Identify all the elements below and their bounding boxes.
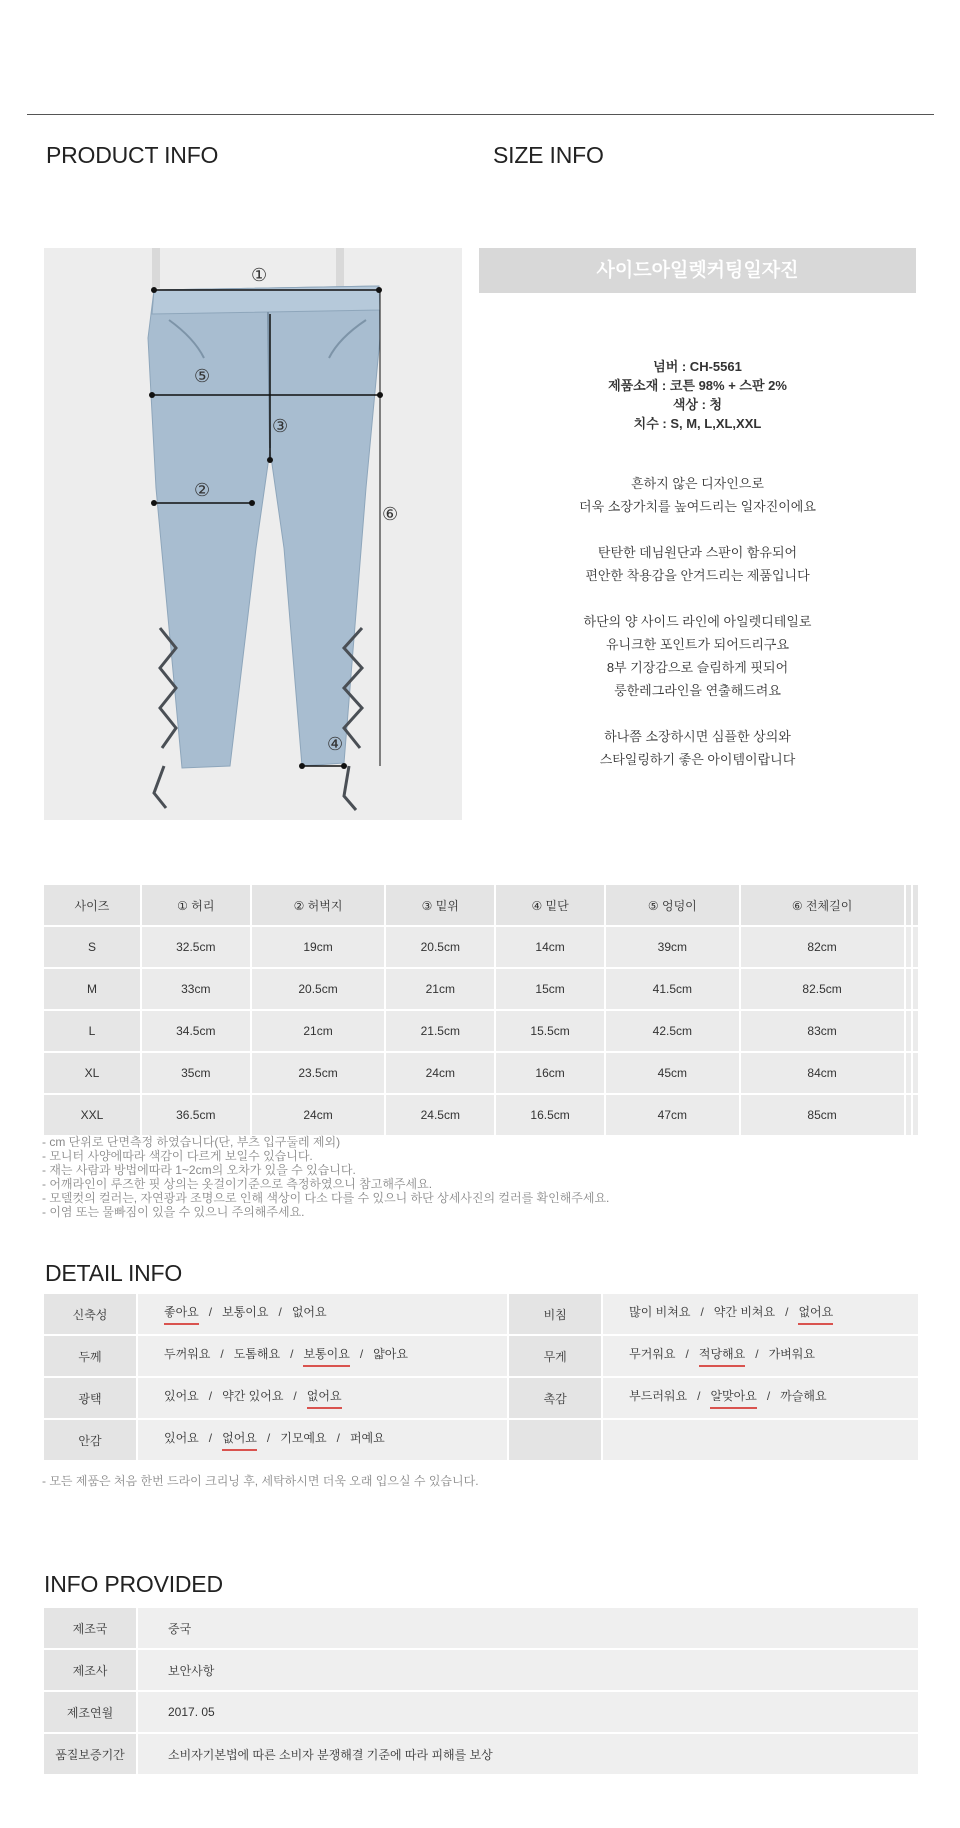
info-key: 제조사	[44, 1650, 136, 1690]
detail-option-selected: 보통이요	[303, 1345, 349, 1367]
size-label: XL	[44, 1053, 140, 1093]
detail-value	[138, 1378, 507, 1418]
size-label: M	[44, 969, 140, 1009]
table-row	[44, 1294, 918, 1334]
size-cell	[906, 1095, 911, 1135]
option-separator: /	[359, 1347, 364, 1361]
size-header-cell: ⑥ 전체길이	[741, 885, 904, 925]
detail-option: 가벼워요	[768, 1347, 815, 1361]
size-cell: 83cm	[741, 1011, 904, 1051]
info-provided-table	[42, 1606, 920, 1776]
description-line: 하나쯤 소장하시면 심플한 상의와	[604, 729, 791, 744]
option-separator: /	[697, 1389, 701, 1403]
product-image	[44, 248, 462, 820]
option-separator: /	[766, 1389, 771, 1403]
detail-value	[138, 1420, 507, 1460]
size-info-heading: SIZE INFO	[493, 142, 604, 168]
detail-value	[603, 1378, 918, 1418]
detail-option: 얇아요	[373, 1347, 408, 1361]
detail-option: 기모예요	[280, 1431, 327, 1445]
marker-1: ①	[251, 265, 268, 285]
detail-option-selected: 알맞아요	[710, 1387, 756, 1409]
size-label: S	[44, 927, 140, 967]
table-row	[44, 1608, 918, 1648]
description-line: 편안한 착용감을 안겨드리는 제품입니다	[585, 568, 810, 583]
option-separator: /	[685, 1347, 689, 1361]
detail-option-selected: 적당해요	[699, 1345, 745, 1367]
detail-option-selected: 없어요	[798, 1303, 833, 1325]
size-cell: 45cm	[606, 1053, 739, 1093]
size-cell: 41.5cm	[606, 969, 739, 1009]
detail-option: 있어요	[164, 1389, 199, 1403]
detail-option-selected: 없어요	[222, 1429, 257, 1451]
product-name-bar: 사이드아일렛커팅일자진	[479, 248, 916, 293]
spec-color: 색상 : 청	[672, 397, 723, 412]
info-provided-heading: INFO PROVIDED	[44, 1571, 223, 1597]
size-cell: 42.5cm	[606, 1011, 739, 1051]
option-separator: /	[278, 1305, 282, 1319]
detail-option-selected: 좋아요	[164, 1303, 199, 1325]
size-header-cell: ① 허리	[142, 885, 250, 925]
size-cell: 23.5cm	[252, 1053, 385, 1093]
detail-info-heading: DETAIL INFO	[45, 1260, 183, 1286]
detail-option: 약간 비쳐요	[713, 1305, 776, 1319]
option-separator: /	[293, 1389, 297, 1403]
note-line: - 모델컷의 컬러는, 자연광과 조명으로 인해 색상이 다소 다를 수 있으니 하단 상세사진의 컬러를 확인해주세요.	[42, 1191, 610, 1205]
size-cell	[906, 1053, 911, 1093]
table-row	[44, 1692, 918, 1732]
detail-key: 비침	[509, 1294, 601, 1334]
table-row	[44, 969, 918, 1009]
size-cell: 24cm	[386, 1053, 494, 1093]
option-separator: /	[755, 1347, 759, 1361]
marker-4: ④	[327, 734, 344, 754]
size-cell	[913, 969, 918, 1009]
table-row	[44, 1734, 918, 1774]
size-cell: 84cm	[741, 1053, 904, 1093]
option-separator: /	[220, 1347, 224, 1361]
note-line: - cm 단위로 단면측정 하였습니다(단, 부츠 입구둘레 제외)	[42, 1135, 341, 1149]
size-cell: 39cm	[606, 927, 739, 967]
note-line: - 모니터 사양에따라 색감이 다르게 보일수 있습니다.	[42, 1149, 313, 1163]
detail-option: 도톰해요	[233, 1347, 281, 1361]
detail-key: 두께	[44, 1336, 136, 1376]
size-cell	[906, 1011, 911, 1051]
size-cell: 16.5cm	[496, 1095, 604, 1135]
note-line: - 어깨라인이 루즈한 핏 상의는 옷걸이기준으로 측정하였으니 참고해주세요.	[42, 1177, 433, 1191]
table-row	[44, 1336, 918, 1376]
care-note: - 모든 제품은 처음 한번 드라이 크리닝 후, 세탁하시면 더욱 오래 입으실 수 있습니다.	[42, 1474, 479, 1488]
table-row	[44, 1011, 918, 1051]
size-cell: 15.5cm	[496, 1011, 604, 1051]
detail-option: 두꺼워요	[164, 1347, 211, 1361]
info-value: 소비자기본법에 따른 소비자 분쟁해결 기준에 따라 피해를 보상	[138, 1734, 918, 1774]
size-cell: 20.5cm	[386, 927, 494, 967]
option-separator: /	[266, 1431, 271, 1445]
spec-sizes: 치수 : S, M, L,XL,XXL	[633, 416, 762, 431]
description-line: 8부 기장감으로 슬림하게 핏되어	[606, 660, 789, 675]
table-row	[44, 1378, 918, 1418]
detail-option: 퍼예요	[349, 1431, 385, 1445]
description-paragraph-4	[479, 725, 916, 771]
info-value: 중국	[138, 1608, 918, 1648]
size-cell: 21cm	[386, 969, 494, 1009]
size-cell: 19cm	[252, 927, 385, 967]
detail-value	[138, 1294, 507, 1334]
size-notes	[42, 1135, 609, 1219]
size-cell: 32.5cm	[142, 927, 250, 967]
detail-key: 무게	[509, 1336, 601, 1376]
table-row	[44, 927, 918, 967]
option-separator: /	[290, 1347, 294, 1361]
size-cell: 21.5cm	[386, 1011, 494, 1051]
size-cell	[906, 969, 911, 1009]
option-separator: /	[208, 1305, 213, 1319]
jeans-illustration	[44, 248, 462, 820]
option-separator: /	[700, 1305, 704, 1319]
size-table-header	[44, 885, 918, 925]
size-cell: 36.5cm	[142, 1095, 250, 1135]
size-cell	[906, 927, 911, 967]
product-specs	[479, 357, 916, 433]
description-line: 더욱 소장가치를 높여드리는 일자진이에요	[579, 499, 816, 514]
description-paragraph-2	[479, 541, 916, 587]
size-cell: 21cm	[252, 1011, 385, 1051]
size-cell: 16cm	[496, 1053, 604, 1093]
table-row	[44, 1650, 918, 1690]
size-header-cell: ④ 밑단	[496, 885, 604, 925]
note-line: - 재는 사람과 방법에따라 1~2cm의 오차가 있을 수 있습니다.	[42, 1163, 356, 1177]
size-cell	[913, 927, 918, 967]
detail-option: 약간 있어요	[222, 1389, 284, 1403]
size-cell: 20.5cm	[252, 969, 385, 1009]
option-separator: /	[208, 1389, 213, 1403]
detail-value	[603, 1336, 918, 1376]
top-divider	[27, 114, 934, 115]
detail-value	[603, 1294, 918, 1334]
option-separator: /	[336, 1431, 340, 1445]
marker-2: ②	[194, 480, 211, 500]
table-row	[44, 1420, 918, 1460]
table-row	[44, 1053, 918, 1093]
size-cell: 82.5cm	[741, 969, 904, 1009]
size-header-cell	[906, 885, 911, 925]
description-line: 하단의 양 사이드 라인에 아일렛디테일로	[583, 614, 812, 629]
size-cell: 35cm	[142, 1053, 250, 1093]
detail-key: 안감	[44, 1420, 136, 1460]
table-row	[44, 1095, 918, 1135]
size-cell	[913, 1053, 918, 1093]
info-value: 보안사항	[138, 1650, 918, 1690]
description-line: 스타일링하기 좋은 아이템이랍니다	[599, 752, 796, 767]
size-cell: 14cm	[496, 927, 604, 967]
marker-5: ⑤	[194, 366, 211, 386]
size-header-cell	[913, 885, 918, 925]
description-paragraph-1	[479, 472, 916, 518]
option-separator: /	[785, 1305, 789, 1319]
detail-option: 까슬해요	[780, 1389, 827, 1403]
size-cell	[913, 1011, 918, 1051]
size-header-cell: ③ 밑위	[386, 885, 494, 925]
size-header-cell: ② 허벅지	[252, 885, 385, 925]
size-table	[42, 883, 920, 1137]
detail-key: 신축성	[44, 1294, 136, 1334]
size-cell: 47cm	[606, 1095, 739, 1135]
detail-option: 있어요	[164, 1431, 199, 1445]
size-cell: 15cm	[496, 969, 604, 1009]
description-line: 탄탄한 데님원단과 스판이 함유되어	[597, 545, 798, 560]
description-line: 룽한레그라인을 연출해드려요	[614, 683, 781, 698]
detail-option: 많이 비쳐요	[629, 1305, 691, 1319]
size-cell: 24cm	[252, 1095, 385, 1135]
detail-option: 보통이요	[222, 1305, 269, 1319]
size-cell: 33cm	[142, 969, 250, 1009]
marker-6: ⑥	[382, 504, 399, 524]
size-header-cell: 사이즈	[44, 885, 140, 925]
option-separator: /	[208, 1431, 213, 1445]
marker-3: ③	[272, 416, 289, 436]
info-key: 품질보증기간	[44, 1734, 136, 1774]
detail-key	[509, 1420, 601, 1460]
size-header-cell: ⑤ 엉덩이	[606, 885, 739, 925]
detail-option: 무거워요	[629, 1347, 676, 1361]
note-line: - 이염 또는 물빠짐이 있을 수 있으니 주의해주세요.	[42, 1205, 305, 1219]
detail-table	[42, 1292, 920, 1462]
description-paragraph-3	[479, 610, 916, 702]
detail-value	[138, 1336, 507, 1376]
product-info-heading: PRODUCT INFO	[46, 142, 219, 168]
size-label: L	[44, 1011, 140, 1051]
size-cell: 82cm	[741, 927, 904, 967]
info-key: 제조국	[44, 1608, 136, 1648]
spec-number: 넘버 : CH-5561	[653, 359, 742, 374]
description-line: 흔하지 않은 디자인으로	[631, 476, 764, 491]
detail-option: 부드러워요	[629, 1389, 688, 1403]
detail-option: 없어요	[291, 1305, 327, 1319]
description-line: 유니크한 포인트가 되어드리구요	[605, 637, 790, 652]
detail-key: 광택	[44, 1378, 136, 1418]
size-cell: 85cm	[741, 1095, 904, 1135]
detail-option-selected: 없어요	[307, 1387, 342, 1409]
info-value: 2017. 05	[138, 1692, 918, 1732]
spec-material: 제품소재 : 코튼 98% + 스판 2%	[608, 378, 787, 393]
size-label: XXL	[44, 1095, 140, 1135]
info-key: 제조연월	[44, 1692, 136, 1732]
detail-value	[603, 1420, 918, 1460]
detail-key: 촉감	[509, 1378, 601, 1418]
size-cell	[913, 1095, 918, 1135]
size-cell: 24.5cm	[386, 1095, 494, 1135]
size-cell: 34.5cm	[142, 1011, 250, 1051]
